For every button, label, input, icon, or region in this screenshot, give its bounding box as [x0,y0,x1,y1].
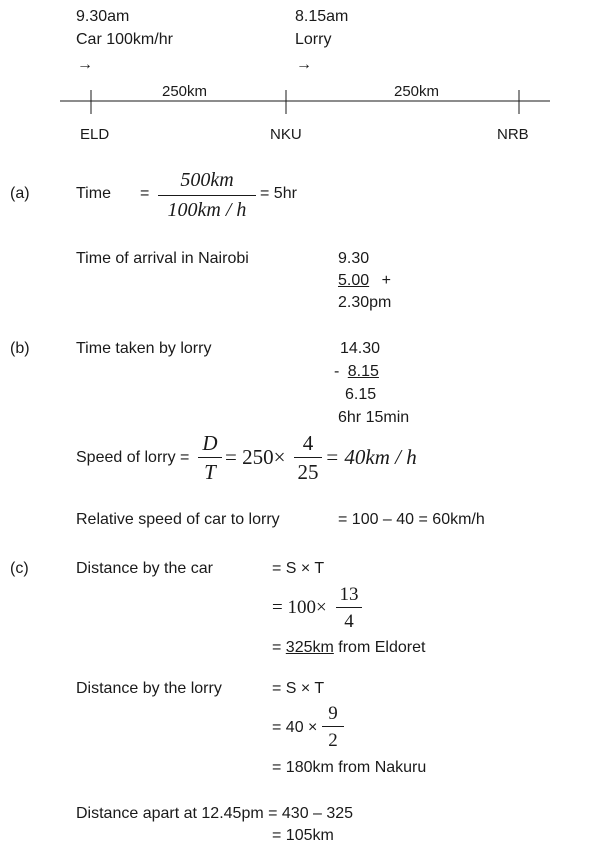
speed-frac-bar [294,457,322,458]
lorry-arrival-time: 14.30 [340,340,381,357]
lorry-label: Lorry [295,31,332,48]
relative-speed-value: = 100 – 40 = 60km/h [338,511,485,528]
part-c-label: (c) [10,560,29,577]
lorry-time-num: 9 [328,703,338,724]
segment-distance-1: 250km [162,83,208,100]
segment-distance-2: 250km [394,83,440,100]
lorry-start-subtract [334,364,379,380]
lorry-time-fraction [322,701,344,753]
speed-dt-bar [198,457,222,458]
lorry-distance-prefix: = 40 × [272,719,318,736]
car-time-fraction [336,582,362,634]
arrival-duration-value: 5.00 [338,272,370,289]
time-denominator: 100km / h [167,199,247,221]
speed-4-over-25 [294,429,322,485]
car-start-time: 9.30am [76,8,130,25]
time-numerator: 500km [180,169,234,191]
speed-den: 25 [297,460,319,484]
arrival-duration [338,273,391,289]
lorry-start-time: 8.15am [295,8,349,25]
lorry-direction-arrow-icon: → [296,56,312,73]
lorry-distance-result: = 180km from Nakuru [272,759,427,776]
car-speed-label: Car 100km/hr [76,31,173,48]
lorry-duration: 6.15 [345,386,377,403]
minus-sign: - [334,363,340,380]
relative-speed-label: Relative speed of car to lorry [76,511,280,528]
car-direction-arrow-icon: → [77,56,93,73]
speed-result: = 40km / h [325,445,417,469]
car-distance-result [272,640,425,656]
lorry-distance-label: Distance by the lorry [76,680,222,697]
lorry-distance-formula: = S × T [272,680,325,697]
speed-equals-250: = 250× [225,445,286,469]
town-nku: NKU [270,126,302,143]
car-result-equals: = [272,639,282,656]
part-a-label: (a) [10,185,30,202]
arrival-label: Time of arrival in Nairobi [76,250,249,267]
arrival-start: 9.30 [338,250,370,267]
lorry-time-den: 2 [328,730,338,751]
car-time-bar [336,607,362,608]
route-line [0,0,615,130]
car-distance-formula: = S × T [272,560,325,577]
time-equals: = [140,185,150,202]
lorry-time-label: Time taken by lorry [76,340,212,357]
car-distance-label: Distance by the car [76,560,213,577]
car-result-from: from Eldoret [338,639,426,656]
distance-apart-result: = 105km [272,827,334,844]
arrival-result: 2.30pm [338,294,392,311]
time-label: Time [76,185,111,202]
town-nrb: NRB [497,126,529,143]
time-result: = 5hr [260,185,297,202]
distance-apart-label: Distance apart at 12.45pm = 430 – 325 [76,805,354,822]
lorry-start-value: 8.15 [347,363,379,380]
speed-d: D [202,431,218,455]
arrival-plus-sign: + [381,272,391,289]
speed-d-over-t [198,429,222,485]
car-time-num: 13 [339,584,359,605]
time-fraction [158,166,256,222]
time-fraction-bar [158,195,256,196]
speed-label: Speed of lorry = [76,449,190,466]
lorry-duration-words: 6hr 15min [338,409,410,426]
car-result-value: 325km [285,639,334,656]
part-b-label: (b) [10,340,30,357]
lorry-time-bar [322,726,344,727]
speed-t: T [204,460,216,484]
speed-num: 4 [302,431,314,455]
car-time-den: 4 [344,611,354,632]
town-eld: ELD [80,126,110,143]
car-distance-prefix: = 100× [272,597,327,618]
